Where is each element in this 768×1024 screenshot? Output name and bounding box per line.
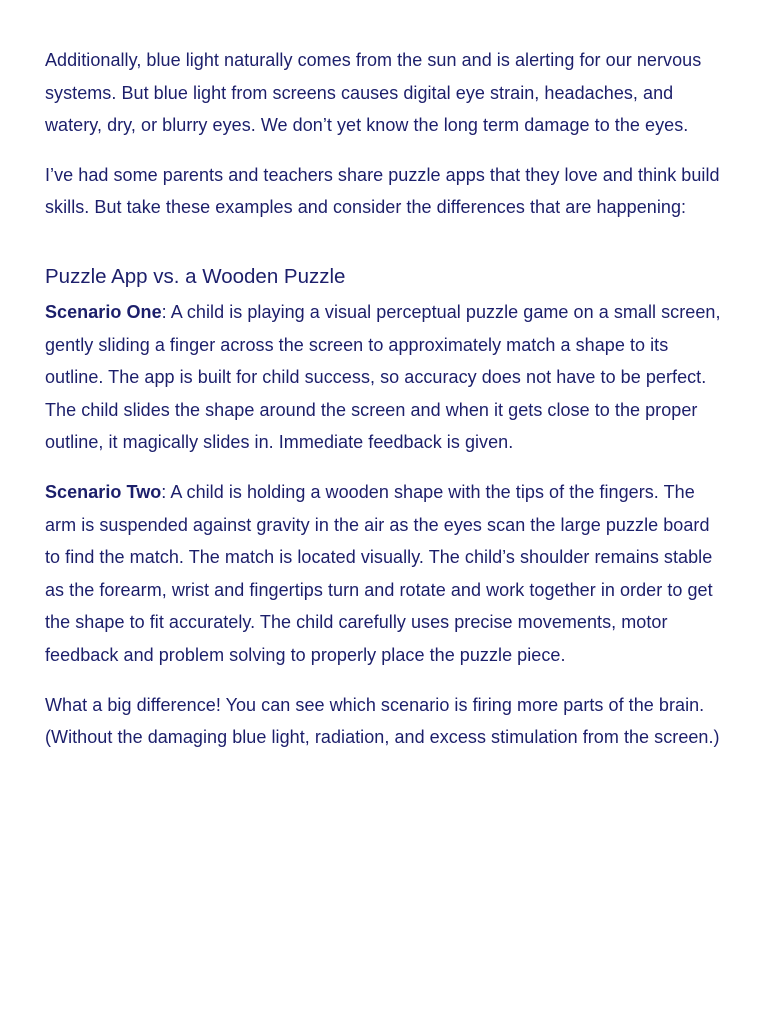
paragraph-scenario-two [45,476,728,672]
paragraph-blue-light: Additionally, blue light naturally comes from the sun and is alerting for our nervous systems. But blue light from screens causes digital eye strain, headaches, and watery, dry, or blurry eyes. We don’t yet know the long term damage to the eyes. [45,50,702,136]
paragraph-scenario-one [45,296,728,459]
scenario-two-label: Scenario Two [45,481,162,502]
scenario-one-label: Scenario One [45,301,162,322]
paragraph-conclusion: What a big difference! You can see which scenario is firing more parts of the brain. (Without the damaging blue light, radiation, and excess stimulation from the screen.) [45,694,720,748]
section-heading: Puzzle App vs. a Wooden Puzzle [45,264,346,288]
scenario-two-text: : A child is holding a wooden shape with the tips of the fingers. The arm is suspended against gravity in the air as the eyes scan the large puzzle board to find the match. The match is located visually. The child’s shoulder remains stable as the forearm, wrist and fingertips turn and rotate and work together in order to get the shape to fit accurately. The child carefully uses precise movements, motor feedback and problem solving to properly place the puzzle piece. [45,481,713,665]
paragraph-puzzle-apps: I’ve had some parents and teachers share puzzle apps that they love and think build skills. But take these examples and consider the differences that are happening: [45,164,720,218]
scenario-one-text: : A child is playing a visual perceptual puzzle game on a small screen, gently sliding a finger across the screen to approximately match a shape to its outline. The app is built for child success, so accuracy does not have to be perfect. The child slides the shape around the screen and when it gets close to the proper outline, it magically slides in. Immediate feedback is given. [45,301,721,453]
